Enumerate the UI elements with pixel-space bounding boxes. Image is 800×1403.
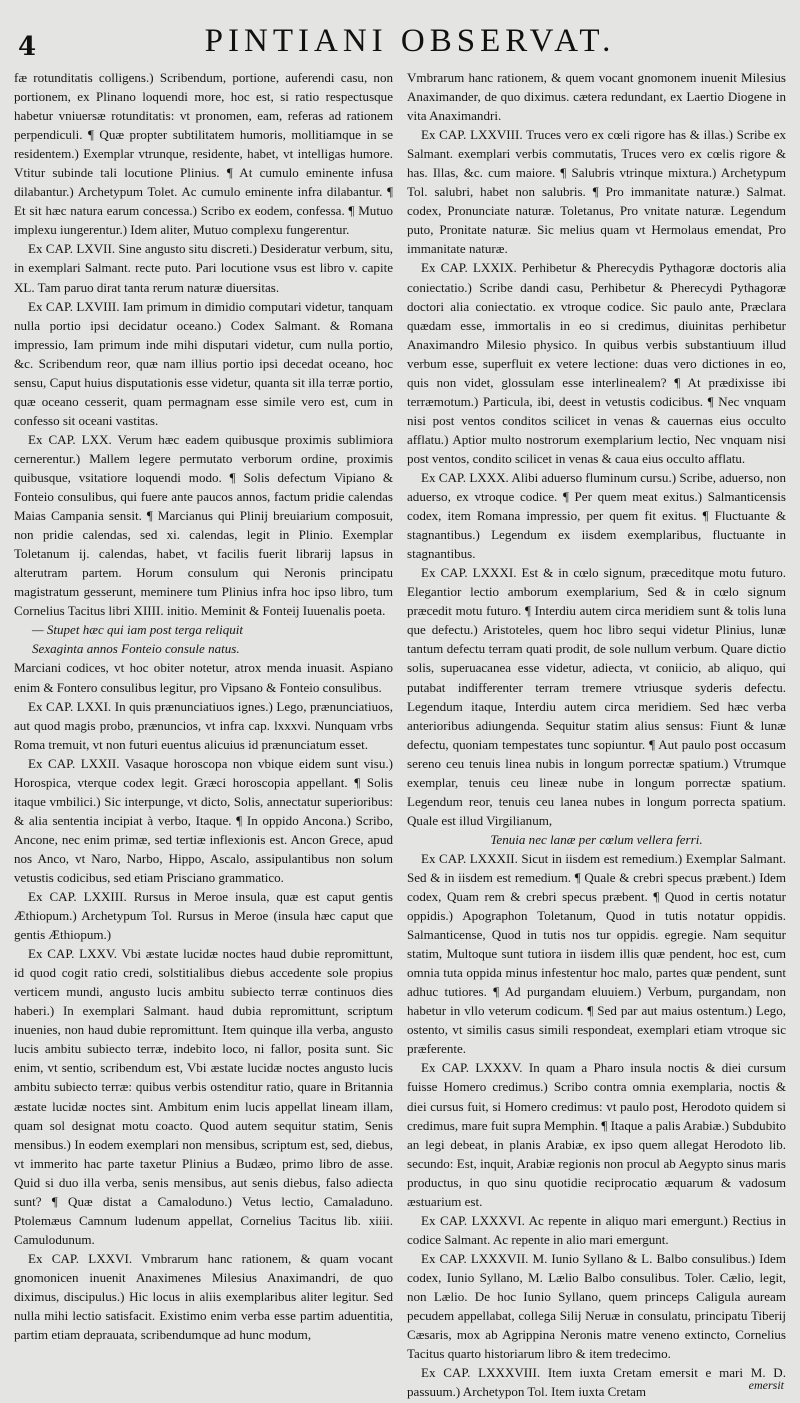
- paragraph: Ex CAP. LXXVIII. Truces vero ex cœli rigore has & illas.) Scribe ex Salmant. exemplari verbis commutatis, Truces vero ex cœlis rigore & has. Illas, &c. cum maiore. ¶ Salubris vtrinque mixtura.) Archetypum Tol. salubri, habet non salubris. ¶ Pro immanitate naturæ.) Salmat. codex, Pronunciate naturæ. Toletanus, Pro vnitate naturæ. Legendum puto, Pronitate naturæ. Sic melius quam vt Hermolaus emendat, Pro immanitate naturæ.: [407, 127, 786, 257]
- paragraph: Ex CAP. LXXXVIII. Item iuxta Cretam emersit e mari M. D. passuum.) Archetypon Tol. Item iuxta Cretam: [407, 1365, 786, 1400]
- page-number: 4: [18, 32, 37, 62]
- catchword: emersit: [748, 1378, 784, 1392]
- paragraph: Ex CAP. LXXVI. Vmbrarum hanc rationem, & quam vocant gnomonicen inuenit Anaximenes Milesius Anaximandri, de quo diximus, discipulus.) Hic locus in aliis exemplaribus aliter legitur. Sed nulla mihi lectio satisfacit. Existimo enim verba esse partim aduentitia, partim etiam deprauata, scribendumque ad hunc modum,: [14, 1250, 393, 1343]
- paragraph: Ex CAP. LXXXI. Est & in cœlo signum, præceditque motu futuro. Elegantior lectio amborum exemplarium, Sed & in cœlo signum præcedit motu futuro. ¶ Interdiu autem circa meridiem sunt & tolis luna que defectu.) Aristoteles, quem hoc libro sequi videtur Plinius, lunæ tantum defectu terram quati prodit, de sole nullum verbum. Quare dictio solis, superuacanea esse videtur, adiecta, vt coniicio, ab aliquo, qui putabat indifferenter terram tremere vtriusque syderis defectu. Legendum itaque, Interdiu autem circa meridiem. Sed hæc verba anterioribus adiungenda. Sequitur statim alius sensus: Fiunt & lunæ defectu, quoniam tempestates tunc sopiuntur. ¶ Aut paulo post occasum sereno ceu tenuis linea nubis in longum porrectæ spatium.) Vtrumque exemplar, tenuis ceu lineæ nube in longum porrectæ spatium. Legendum reor, tenuis ceu lanea nubes in longum porrecta spatium. Quale est illud Virgilianum,: [407, 565, 786, 828]
- paragraph: Ex CAP. LXX. Verum hæc eadem quibusque proximis sublimiora cernerentur.) Mallem legere permutato verborum ordine, proximis quibusque, vsitatiore loquendi modo. ¶ Solis defectum Vipiano & Fonteio consulibus, qui fuere ante paucos annos, factum pridie calendas Maias Campania sensit. ¶ Marcianus qui Plinij breuiarium composuit, non pridie calendas, sed xi. calendas, legit in Plinio. Exemplar Toletanum ij. calendas, habet, vt facilis fuerit librarij lapsus in alterutram partem. Horum consulum qui Neronis principatu magistratum gesserunt, meminere tum Plinius infra hoc ipso libro, tum Cornelius Tacitus libri XIIII. initio. Meminit & Fonteij Iuuenalis poeta.: [14, 431, 393, 619]
- paragraph: Ex CAP. LXXV. Vbi æstate lucidæ noctes haud dubie repromittunt, id quod cogit ratio credi, solstitialibus diebus accedente sole propius verticem mundi, angusto lucis ambitu subiecto terræ continuos dies haberi.) In exemplari Salmant. haud dubia repromittunt, scriptum inuenies, non haud dubie repromittunt. Item quinque illa verba, angusto lucis ambitu subiecto terræ, indebito loco, ni fallor, posita sunt. Sic enim, vt sentio, scribendum est, Vbi æstate lucidæ noctes angusto lucis ambitu subiecto terræ: quibus verbis ostenditur ratio, quare in Britannia æstate lucidæ noctes sint. Ambitum enim lucis appellat lineam illam, quam sol designat motu coacto. Quod autem sequitur statim, Senis mensibus.) In eodem exemplari non mensibus, scriptum est, sed, diebus, vt immerito hac parte taxetur Plinius a Budæo, primo libro de asse. Quid si duo illa verba, senis mensibus, aut senis diebus, falso adiecta sunt? ¶ Quæ distat a Camaloduno.) Vetus lectio, Camaladuno. Ptolemæus Camnum ludenum appellat, Cornelius Tacitus lib. xiiii. Camulodunum.: [14, 946, 393, 1247]
- paragraph: Marciani codices, vt hoc obiter notetur, atrox menda inuasit. Aspiano enim & Fontero consulibus legitur, pro Vipsano & Fonteio consulibus.: [14, 660, 393, 695]
- paragraph: Sexaginta annos Fonteio consule natus.: [32, 641, 240, 657]
- paragraph: Tenuia nec lanæ per cœlum vellera ferri.: [490, 831, 703, 847]
- paragraph: Ex CAP. LXXI. In quis prænunciatiuos ignes.) Lego, prænunciatiuos, aut quod magis probo, prænuncios, vt infra cap. lxxxvi. Nunquam vrbs Roma tremuit, vt non futuri euentus alicuius id prænunciatum esset.: [14, 698, 393, 752]
- paragraph: Vmbrarum hanc rationem, & quem vocant gnomonem inuenit Milesius Anaximander, de quo diximus. cætera redundant, ex Laertio Diogene in vita Anaximandri.: [407, 70, 786, 124]
- paragraph: Ex CAP. LXXXV. In quam a Pharo insula noctis & diei cursum fuisse Homero credimus.) Scribo contra omnia exemplaria, noctis & diei cursus fuit, si Homero credimus: vt paulo post, Herodoto quidem si credimus, mare fuit supra Memphin. ¶ Itaque a palis Arabiæ.) Subdubito an legi debeat, in planis Arabiæ, ex ipso quem allegat Herodoto lib. secundo: Est, inquit, Arabiæ regionis non procul ab Aegypto sinus maris productus, in quo sinu quotidie reciprocatio æquarum & vadosum æstuarium est.: [407, 1060, 786, 1209]
- paragraph: Ex CAP. LXXXVII. M. Iunio Syllano & L. Balbo consulibus.) Idem codex, Iunio Syllano, M. Lælio Balbo consulibus. Toler. Cælio, legit, non Lælio. De hoc Iunio Syllano, quem princeps Caligula auream pecudem appellabat, collega Silij Neruæ in consulatu, principatu Tiberij Cæsaris, mox ab Agrippina Neronis matre veneno extincto, Cornelius Tacitus quarto historiarum libro & item tredecimo.: [407, 1250, 786, 1362]
- paragraph: fæ rotunditatis colligens.) Scribendum, portione, auferendi casu, non portionem, ex Plinano loquendi more, hoc est, si ratio respectusque habetur vniuersæ rotunditatis: vt pronomen, eam, referas ad rationem perpendiculi. ¶ Quæ propter subtilitatem humoris, mollitiamque in se residentem.) Exemplar vtrunque, residente, habet, vt intelligas humore. Vtitur subinde tali locutione Plinius. ¶ At cumulo eminente infusa dilabantur.) Archetypum Tolet. Ac cumulo eminente infra dilabantur. ¶ Et sit hæc natura earum concessa.) Scribo ex eodem, confessa. ¶ Mutuo implexu iungerentur.) Idem aliter, Mutuo complexu fungerentur.: [14, 70, 393, 238]
- paragraph: Ex CAP. LXXIX. Perhibetur & Pherecydis Pythagoræ doctoris alia coniectatio.) Scribe dandi casu, Perhibetur & Pherecydi Pythagoræ doctori alia coniectatio. ex vtroque codice. Sic paulo ante, Præclara quædam esse, immortalis in eo si credimus, diuinitas perhibetur Anaximandro Milesio physico. In quibus verbis substantiuum illud verbum esse, superfluit ex vetere lectione: duas vero dictiones in eo, quis non videt, glossulam esse interlinealem? ¶ At prædixisse ibi terræmotum.) Particula, ibi, deest in vetustis codicibus. ¶ Nec vnquam nisi post ventos conditos scilicet in venas & cauernas eius occulto afflatu.) Aptior multo nostrorum exemplarium lectio, Nec vnquam nisi post ventos, condito scilicet in venas & caua eius occulto afflatu.: [407, 260, 786, 466]
- paragraph: Ex CAP. LXXXVI. Ac repente in aliquo mari emergunt.) Rectius in codice Salmant. Ac repente in alio mari emergunt.: [407, 1212, 786, 1247]
- page-header: [14, 12, 786, 60]
- paragraph: Ex CAP. LXXIII. Rursus in Meroe insula, quæ est caput gentis Æthiopum.) Archetypum Tol. Rursus in Meroe (insula hæc caput que gentis Æthiopum.): [14, 889, 393, 943]
- paragraph: Ex CAP. LXXXII. Sicut in iisdem est remedium.) Exemplar Salmant. Sed & in iisdem est remedium. ¶ Quale & crebri specus præbent.) Idem codex, Quam rem & crebri specus præbent. ¶ Quod in certis notatur oppidis.) Apographon Toletanum, Quod in tutis notatur oppidis. Salmanticense, Quod in tutis nos tur oppidis. egregie. Nam sequitur statim, Multoque sunt tutiora in iisdem illis quæ pendent, hoc est, cum omnia tuta oppida minus infestentur hoc malo, partes quæ pendent, sunt adhuc tutiores. ¶ Ad purgandam eluuiem.) Verbum, purgandam, non habetur in vllo veterum codicum. ¶ Sed par aut maius ostentum.) Lego, ostento, vt similis casus simili respondeat, exemplari etiam vtroque sic præferente.: [407, 850, 786, 1057]
- paragraph: Ex CAP. LXXII. Vasaque horoscopa non vbique eidem sunt visu.) Horospica, vterque codex legit. Græci horoscopia appellant. ¶ Solis itaque vmbilici.) Sic interpunge, vt dicto, Solis, annectatur superioribus: & alia sententia incipiat à verbo, Itaque. ¶ In oppido Ancona.) Scribo, Ancone, nec enim primæ, sed tertiæ inflexionis est. Ancon Grece, apud nos Anco, vt Naro, Narbo, Hippo, Ascalo, assipulantibus non solum vetustis codicibus, sed etiam Prisciano grammatico.: [14, 755, 393, 885]
- left-column: [14, 68, 393, 1401]
- paragraph: Ex CAP. LXXX. Alibi aduerso fluminum cursu.) Scribe, aduerso, non aduerso, ex vtroque codice. ¶ Per quem meat exitus.) Salmanticensis codex, item Romana impressio, per quem fit exitus. ¶ Fluctuante & stagnantibus.) Legendum ex iisdem exemplaribus, fluctuante in stagnantibus.: [407, 469, 786, 562]
- running-head: PINTIANI OBSERVAT.: [204, 23, 616, 59]
- paragraph: Ex CAP. LXVII. Sine angusto situ discreti.) Desideratur verbum, situ, in exemplari Salmant. recte puto. Pari locutione vsus est libro v. capite XL. Tam paruo dirat tanta rerum naturæ diuersitas.: [14, 241, 393, 295]
- paragraph: — Stupet hæc qui iam post terga reliquit: [32, 622, 244, 638]
- text-columns: [14, 68, 786, 1401]
- paragraph: Ex CAP. LXVIII. Iam primum in dimidio computari videtur, tanquam nulla portio ipsi decidatur oceano.) Codex Salmant. & Romana impressio, Iam primum inde mihi disputari videtur, cum nulla portio, &c. Scribendum reor, quæ nam illius portio ipsi decedat oceano, hoc sensu, Caput huius disputationis esse videtur, quanta sit illa terræ portio, quæ oceano cesserit, quam permagnam esse simile vero est, cum in confesso sit oceani vastitas.: [14, 298, 393, 428]
- right-column: [407, 68, 786, 1401]
